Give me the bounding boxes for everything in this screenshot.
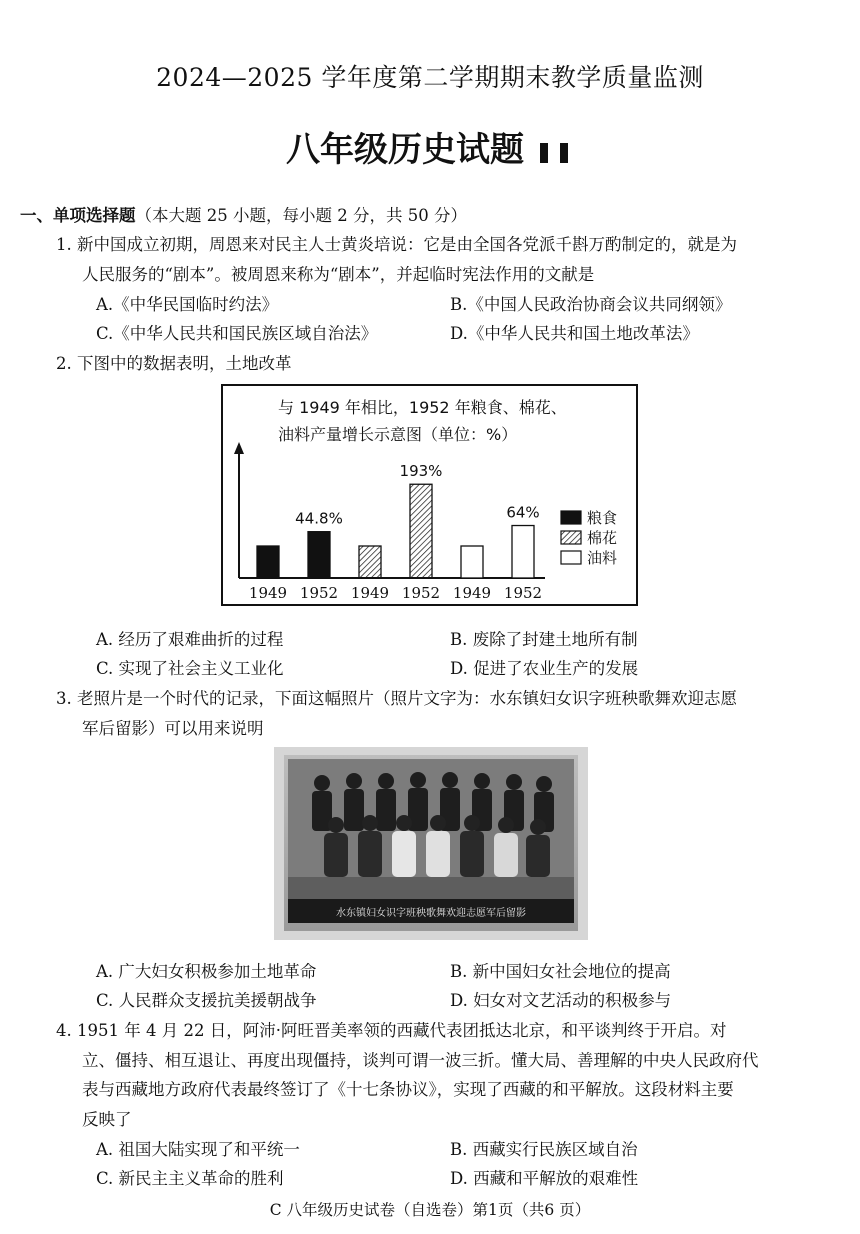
q4-option-a: A. 祖国大陆实现了和平统一	[96, 1140, 300, 1159]
q2-stem-line-1: 2. 下图中的数据表明，土地改革	[56, 354, 292, 373]
q1-stem-line-1: 1. 新中国成立初期，周恩来对民主人士黄炎培说：它是由全国各党派千斟万酌制定的，就是为	[56, 235, 737, 254]
page-footer: C 八年级历史试卷（自选卷）第1页（共6 页）	[269, 1201, 591, 1219]
chart-title-line-1: 与 1949 年相比，1952 年粮食、棉花、	[278, 398, 567, 417]
legend-label-油料: 油料	[587, 549, 618, 567]
print-marks	[534, 132, 574, 172]
section-heading	[20, 202, 467, 226]
bar-粮食-1949	[257, 546, 279, 578]
q1-option-a: A.《中华民国临时约法》	[96, 295, 279, 314]
q3-stem-line-1: 3. 老照片是一个时代的记录，下面这幅照片（照片文字为：水东镇妇女识字班秧歌舞欢迎志愿	[56, 689, 737, 708]
growth-chart-svg	[223, 386, 636, 604]
q3-option-d: D. 妇女对文艺活动的积极参与	[450, 991, 672, 1010]
bar-粮食-1952	[308, 532, 330, 578]
bar-棉花-1952	[410, 484, 432, 578]
chart-title-line-2: 油料产量增长示意图（单位：%）	[278, 425, 518, 444]
x-tick-label: 1949	[350, 584, 390, 602]
exam-subtitle-text: 八年级历史试题	[286, 130, 524, 170]
q3-option-b: B. 新中国妇女社会地位的提高	[450, 962, 671, 981]
y-axis-arrow	[234, 442, 244, 454]
q2-option-a: A. 经历了艰难曲折的过程	[96, 630, 284, 649]
q1-option-c: C.《中华人民共和国民族区域自治法》	[96, 324, 378, 343]
q3-stem-line-2: 军后留影）可以用来说明	[82, 719, 264, 738]
q2-option-d: D. 促进了农业生产的发展	[450, 659, 639, 678]
bar-油料-1949	[461, 546, 483, 578]
q4-option-b: B. 西藏实行民族区域自治	[450, 1140, 638, 1159]
legend-label-粮食: 粮食	[587, 509, 618, 527]
q4-stem-line-2: 立、僵持、相互退让、再度出现僵持，谈判可谓一波三折。懂大局、善理解的中央人民政府代	[82, 1051, 759, 1070]
q1-option-b: B.《中国人民政治协商会议共同纲领》	[450, 295, 732, 314]
bar-棉花-1949	[359, 546, 381, 578]
q1-option-d: D.《中华人民共和国土地改革法》	[450, 324, 699, 343]
q2-option-b: B. 废除了封建土地所有制	[450, 630, 638, 649]
data-label-油料: 64%	[506, 503, 540, 522]
legend-label-棉花: 棉花	[587, 529, 618, 547]
data-label-棉花: 193%	[399, 462, 443, 481]
x-tick-label: 1952	[299, 584, 339, 602]
legend-swatch-油料	[561, 551, 581, 564]
data-label-粮食: 44.8%	[295, 509, 343, 528]
section-note: （本大题 25 小题，每小题 2 分，共 50 分）	[135, 206, 467, 225]
q4-stem-line-1: 4. 1951 年 4 月 22 日，阿沛·阿旺晋美率领的西藏代表团抵达北京，和平谈判终于开启。对	[56, 1021, 727, 1040]
growth-chart	[221, 384, 638, 606]
bar-油料-1952	[512, 526, 534, 578]
section-label: 一、单项选择题	[20, 206, 136, 225]
q1-stem-line-2: 人民服务的“剧本”。被周恩来称为“剧本”，并起临时宪法作用的文献是	[82, 265, 595, 284]
q4-option-d: D. 西藏和平解放的艰难性	[450, 1169, 639, 1188]
historical-photo	[274, 747, 588, 940]
x-tick-label: 1949	[452, 584, 492, 602]
legend-swatch-棉花	[561, 531, 581, 544]
photo-caption: 水东镇妇女识字班秧歌舞欢迎志愿军后留影	[336, 908, 526, 919]
q4-option-c: C. 新民主主义革命的胜利	[96, 1169, 284, 1188]
photo-illustration	[274, 747, 588, 940]
x-tick-label: 1952	[503, 584, 543, 602]
exam-title: 2024—2025 学年度第二学期期末教学质量监测	[156, 63, 704, 92]
q3-option-c: C. 人民群众支援抗美援朝战争	[96, 991, 317, 1010]
q3-option-a: A. 广大妇女积极参加土地革命	[96, 962, 317, 981]
x-tick-label: 1952	[401, 584, 441, 602]
legend-swatch-粮食	[561, 511, 581, 524]
x-tick-label: 1949	[248, 584, 288, 602]
q4-stem-line-3: 表与西藏地方政府代表最终签订了《十七条协议》，实现了西藏的和平解放。这段材料主要	[82, 1080, 734, 1099]
exam-subtitle	[0, 122, 860, 172]
q2-option-c: C. 实现了社会主义工业化	[96, 659, 284, 678]
q4-stem-line-4: 反映了	[82, 1110, 132, 1129]
